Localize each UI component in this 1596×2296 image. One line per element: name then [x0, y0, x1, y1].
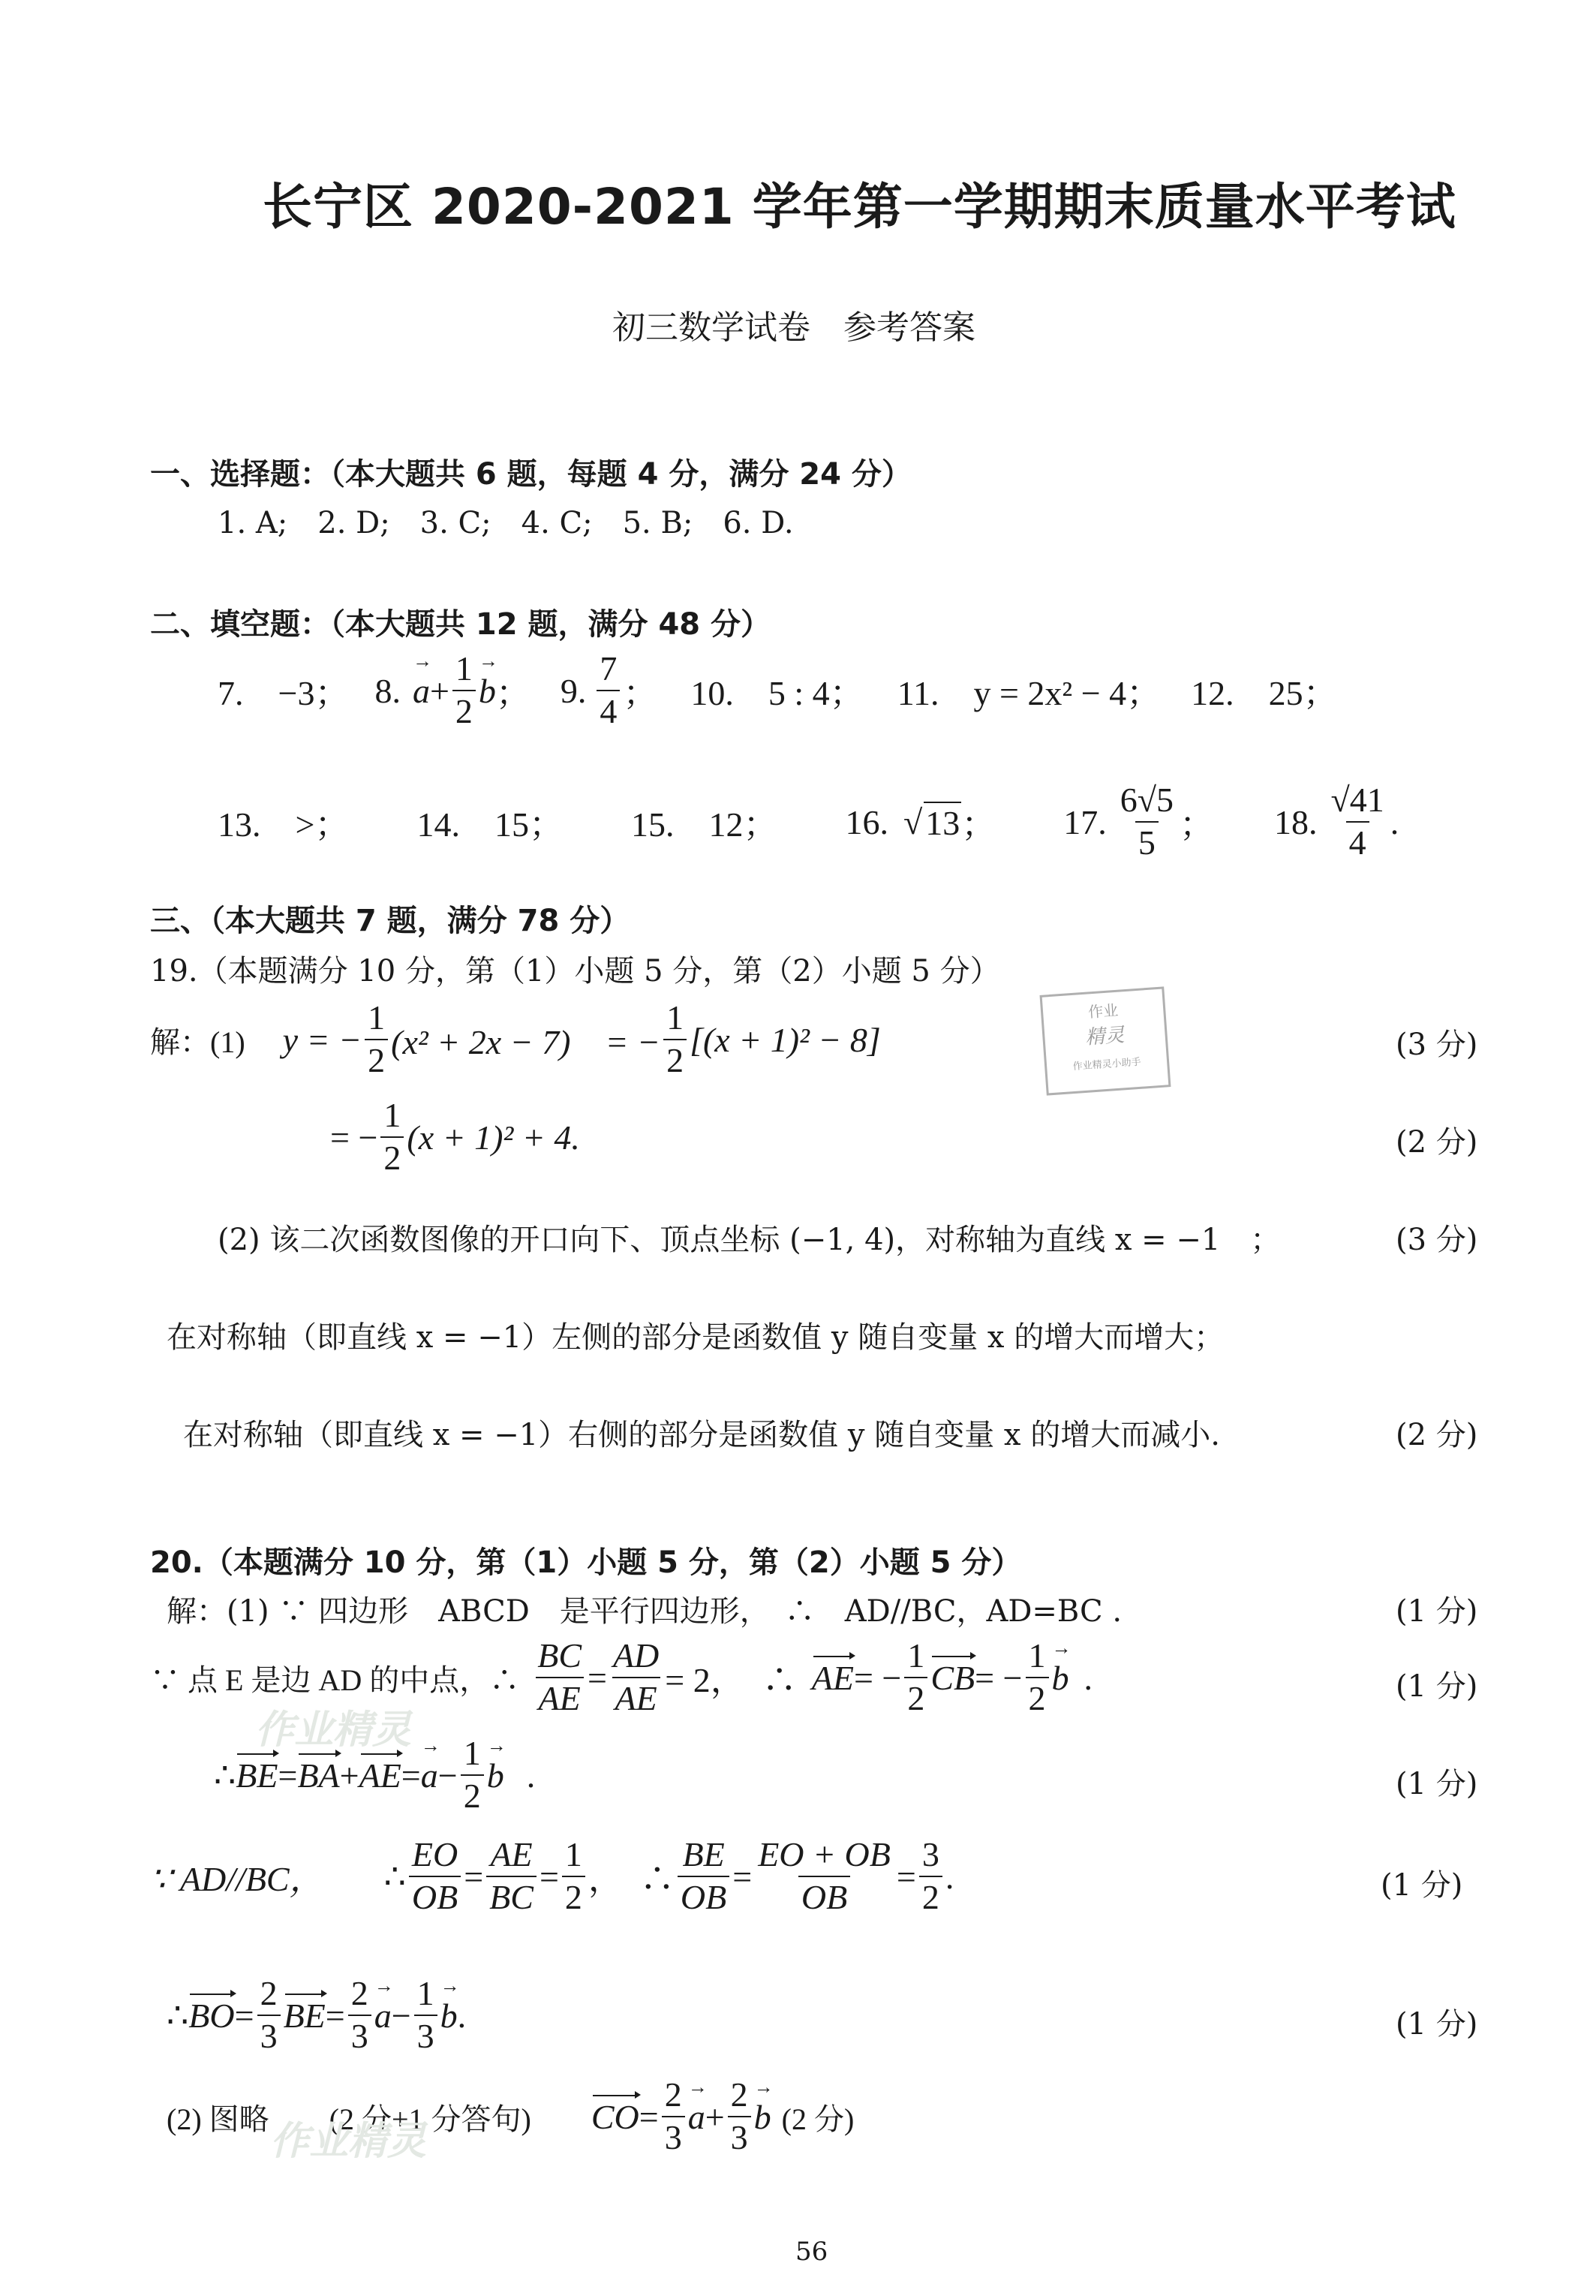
q20-l6-vec-b: b →	[754, 2097, 771, 2137]
answer-q8-plus: +	[429, 671, 449, 710]
answer-q11: 11. y = 2x² − 4；	[897, 674, 1162, 712]
q20-l5-f2-den: 3	[348, 2015, 371, 2056]
q20-l6-f1-num: 2	[664, 2075, 682, 2114]
q20-l3-vec-ae: AE	[359, 1756, 401, 1795]
answer-q17-fraction	[1117, 781, 1177, 862]
q20-l6-f2-num: 2	[730, 2075, 748, 2114]
q20-l4-f5-den: OB	[798, 1876, 850, 1917]
q20-l4-frac5	[755, 1836, 894, 1916]
q20-l2-f3-den: 2	[904, 1677, 927, 1718]
answer-q9-den: 4	[597, 690, 620, 731]
section2-heading: 二、填空题：（本大题共 12 题，满分 48 分）	[150, 607, 771, 642]
q20-l4-eq4: =	[896, 1857, 916, 1896]
q20-l3-dot: .	[526, 1756, 536, 1795]
q20-l2-f1-den: AE	[536, 1677, 584, 1718]
q20-l2-f2-den: AE	[612, 1677, 660, 1718]
answer-q7: 7. −3；	[218, 674, 350, 712]
answer-q8-label: 8.	[374, 671, 401, 710]
q19-line1-frac2-den: 2	[663, 1039, 687, 1080]
q20-l4-frac3	[562, 1836, 585, 1916]
section3-heading: 三、（本大题共 7 题，满分 78 分）	[150, 904, 630, 938]
q20-l4-f3-num: 1	[564, 1835, 582, 1874]
watermark-text-2: 作业精灵	[270, 2119, 427, 2164]
q20-l4-dot: .	[945, 1857, 954, 1896]
q19-line2	[330, 1096, 580, 1178]
q20-line4-score: (1 分)	[1381, 1868, 1463, 1903]
q19-line2-frac	[380, 1097, 404, 1177]
q19-line1-frac2-num: 1	[666, 998, 684, 1037]
answer-q10: 10. 5 : 4；	[690, 674, 864, 712]
q19-line1-a: y = −	[282, 1020, 362, 1059]
q19-line1-frac2	[663, 999, 687, 1079]
q20-l6-b: (2 分+1 分答句)	[329, 2102, 531, 2136]
q19-line1-score: (3 分)	[1396, 1028, 1478, 1062]
q20-l5-eq: =	[234, 1996, 254, 2035]
q20-l2-e: .	[1084, 1658, 1093, 1697]
q20-l4-b: ∴	[383, 1858, 406, 1896]
answer-q17-sep: ；	[1179, 805, 1214, 844]
q20-l2-c: = −	[853, 1658, 902, 1697]
q20-l2-vec-b: b →	[1052, 1658, 1069, 1698]
q20-l6-frac2	[728, 2076, 751, 2156]
answer-q17-num: 6√5	[1120, 781, 1174, 820]
q20-l3-vec-a: a →	[421, 1756, 438, 1795]
answer-q13: 13. >；	[218, 805, 350, 844]
page-title: 长宁区 2020-2021 学年第一学期期末质量水平考试	[263, 178, 1456, 236]
q20-l2-eq: =	[588, 1658, 607, 1697]
q20-l3-vec-be: BE	[236, 1756, 278, 1795]
q19-heading: 19.（本题满分 10 分，第（1）小题 5 分，第（2）小题 5 分）	[150, 954, 1000, 989]
q20-l6-vec-a: a →	[688, 2097, 705, 2137]
q20-l5-f3-den: 3	[414, 2015, 437, 2056]
answer-q18-sep: .	[1390, 802, 1399, 841]
q20-l2-f3-num: 1	[907, 1636, 925, 1675]
q20-l3-f-num: 1	[463, 1734, 481, 1773]
answer-q8-num: 1	[455, 649, 473, 688]
q20-l4-frac1	[409, 1836, 461, 1916]
q20-l2-b: = 2， ∴	[665, 1661, 797, 1699]
q19-part2-line3-score: (2 分)	[1396, 1418, 1478, 1452]
q20-l2-f4-den: 2	[1026, 1677, 1049, 1718]
answer-q15: 15. 12；	[630, 805, 778, 844]
q19-line2-frac-num: 1	[383, 1096, 401, 1135]
q20-l5-a: ∴	[167, 1997, 189, 2035]
q20-l5-f2-num: 2	[350, 1974, 368, 2013]
watermark-text-1: 作业精灵	[255, 1708, 412, 1753]
q20-l2-frac2	[610, 1637, 662, 1717]
page-subtitle: 初三数学试卷 参考答案	[612, 308, 975, 347]
q20-l5-f1-den: 3	[257, 2015, 281, 2056]
q20-l4-f6-num: 3	[921, 1835, 939, 1874]
q20-line2-score: (1 分)	[1396, 1669, 1478, 1704]
q19-line1-c: [(x + 1)² − 8]	[690, 1020, 881, 1059]
q20-l4-a: ∵ AD//BC，	[150, 1860, 324, 1898]
q20-l4-eq3: =	[732, 1857, 753, 1896]
q20-l5-frac1	[257, 1975, 281, 2055]
q20-l5-frac2	[348, 1975, 371, 2055]
q19-line2-score: (2 分)	[1396, 1125, 1478, 1160]
answer-q8-fraction	[452, 650, 476, 730]
answer-q18-den: 4	[1346, 821, 1369, 862]
q20-l2-frac3	[904, 1637, 927, 1717]
q20-line5-score: (1 分)	[1396, 2007, 1478, 2042]
fill-row-2: 13. >； 14. 15； 15. 12； 16. √ 13 ； 17. $\frac{6√5}{5}$ ； 18. $\frac{√41}{4}$ .	[218, 781, 1399, 862]
q19-line2-a: = −	[330, 1118, 378, 1157]
q20-l2-vec-ae: AE	[811, 1658, 854, 1697]
q19-part2-line2: 在对称轴（即直线 x = −1）左侧的部分是函数值 y 随自变量 x 的增大而增大；	[167, 1320, 1225, 1355]
q20-line5	[167, 1974, 466, 2057]
q20-l5-frac3	[414, 1975, 437, 2055]
q19-part2-text: (2) 该二次函数图像的开口向下、顶点坐标 (−1, 4)，对称轴为直线 x = −1 ；	[218, 1223, 1281, 1257]
q20-l4-frac6	[919, 1836, 942, 1916]
answer-q17-den: 5	[1135, 821, 1159, 862]
q20-l2-frac1	[534, 1637, 585, 1717]
q20-l3-b: =	[401, 1756, 421, 1795]
q20-l4-f6-den: 2	[919, 1876, 942, 1917]
q20-l4-f1-den: OB	[409, 1876, 461, 1917]
answer-q9-label: 9.	[560, 671, 587, 710]
q19-line1-frac1-num: 1	[368, 998, 386, 1037]
section1-heading: 一、选择题：（本大题共 6 题，每题 4 分，满分 24 分）	[150, 457, 912, 492]
q20-l2-f1-num: BC	[537, 1636, 582, 1675]
q20-l2-f2-num: AD	[612, 1636, 660, 1675]
q19-line2-b: (x + 1)² + 4.	[407, 1118, 580, 1157]
q19-line1-b: (x² + 2x − 7) = −	[391, 1023, 661, 1061]
q19-line1	[150, 998, 881, 1081]
q20-l4-eq1: =	[464, 1857, 484, 1896]
answer-q8-sep: ；	[495, 674, 530, 712]
q20-line1-score: (1 分)	[1396, 1594, 1478, 1629]
q20-l2-a: ∵ 点 E 是边 AD 的中点，∴	[150, 1663, 520, 1697]
answer-q9-sep: ；	[623, 674, 658, 712]
q20-l5-minus: −	[391, 1996, 411, 2035]
q20-l5-f3-num: 1	[416, 1974, 434, 2013]
q20-l4-f3-den: 2	[562, 1876, 585, 1917]
page-number: 56	[795, 2237, 828, 2267]
answer-q18-fraction	[1327, 781, 1387, 862]
answer-q18-num: √41	[1330, 781, 1384, 820]
q20-l4-f4-den: OB	[678, 1876, 729, 1917]
q20-l4-frac2	[486, 1836, 537, 1916]
q20-l4-frac4	[678, 1836, 729, 1916]
q20-l3-eq: =	[278, 1756, 298, 1795]
answer-q16-label: 16.	[845, 802, 888, 841]
q20-l4-f2-den: BC	[486, 1876, 537, 1917]
answer-q16-radicand: 13	[924, 802, 961, 843]
q19-part2-score: (3 分)	[1396, 1223, 1478, 1257]
stamp-mid-text: 精灵	[1084, 1024, 1126, 1049]
q20-l4-f4-num: BE	[682, 1835, 725, 1874]
q20-l5-vec-be: BE	[283, 1996, 326, 2035]
answer-q14: 14. 15；	[416, 805, 564, 844]
q20-l4-c: ， ∴	[588, 1860, 675, 1898]
q20-l2-d: = −	[975, 1658, 1023, 1697]
q20-l5-eq2: =	[325, 1996, 345, 2035]
q19-line1-frac1	[365, 999, 388, 1079]
q19-line2-frac-den: 2	[380, 1136, 404, 1178]
watermark-stamp	[1040, 986, 1171, 1095]
q20-l2-f4-num: 1	[1028, 1636, 1046, 1675]
q20-l6-f2-den: 3	[728, 2116, 751, 2157]
q20-heading: 20.（本题满分 10 分，第（1）小题 5 分，第（2）小题 5 分）	[150, 1545, 1022, 1580]
q19-line1-frac1-den: 2	[365, 1039, 388, 1080]
answer-q8-vec-b: b →	[479, 671, 496, 711]
q20-l6-vec-co: CO	[591, 2097, 639, 2136]
answer-q16-sep: ；	[961, 805, 996, 844]
q20-line3-score: (1 分)	[1396, 1767, 1478, 1801]
q20-line1: 解：(1) ∵ 四边形 ABCD 是平行四边形， ∴ AD//BC，AD=BC .	[167, 1594, 1123, 1629]
q20-l6-a: (2) 图略	[167, 2102, 269, 2136]
q20-l5-vec-bo: BO	[188, 1996, 235, 2035]
q20-l3-frac	[461, 1735, 484, 1815]
q20-l5-f1-num: 2	[260, 1974, 278, 2013]
answer-q8-den: 2	[452, 690, 476, 731]
q20-l3-vec-b: b →	[487, 1756, 504, 1795]
answer-q9-fraction	[597, 650, 620, 730]
answer-q18-label: 18.	[1273, 802, 1318, 841]
section1-answers: 1. A; 2. D; 3. C; 4. C; 5. B; 6. D.	[218, 506, 794, 540]
q20-l4-f2-num: AE	[490, 1835, 533, 1874]
q20-l3-a: ∴	[214, 1756, 236, 1795]
q19-part1-label: 解：(1)	[150, 1025, 245, 1059]
q20-l6-frac1	[662, 2076, 685, 2156]
q20-l3-plus: +	[339, 1756, 359, 1795]
q20-l6-f1-den: 3	[662, 2116, 685, 2157]
q20-l4-f5-num: EO + OB	[758, 1835, 891, 1874]
q20-line4	[150, 1831, 954, 1921]
q20-l6-plus: +	[705, 2097, 725, 2136]
q20-l5-vec-a: a →	[374, 1996, 392, 2036]
answer-q8-vec-a: a →	[413, 671, 430, 711]
q20-line3	[214, 1734, 535, 1816]
answer-q17-label: 17.	[1063, 802, 1107, 841]
q20-l3-minus: −	[437, 1756, 458, 1795]
q20-l2-vec-cb: CB	[930, 1658, 975, 1697]
fill-row-1	[218, 645, 1338, 736]
answer-q9-num: 7	[600, 649, 618, 688]
q20-l5-dot: .	[457, 1996, 467, 2035]
q20-l2-frac4	[1026, 1637, 1049, 1717]
q20-l4-f1-num: EO	[411, 1835, 458, 1874]
q20-l3-f-den: 2	[461, 1774, 484, 1816]
q20-l4-eq2: =	[539, 1857, 559, 1896]
q19-part2-line3: 在对称轴（即直线 x = −1）右侧的部分是函数值 y 随自变量 x 的增大而减小.	[183, 1418, 1220, 1452]
q20-l6-score: (2 分)	[781, 2102, 855, 2136]
q20-l3-vec-ba: BA	[297, 1756, 340, 1795]
stamp-top-text: 作业	[1087, 1001, 1119, 1022]
q20-l5-vec-b: b →	[440, 1996, 458, 2036]
stamp-bottom-text: 作业精灵小助手	[1072, 1056, 1142, 1073]
answer-q12: 12. 25；	[1191, 674, 1338, 712]
q20-l6-eq: =	[639, 2097, 659, 2136]
